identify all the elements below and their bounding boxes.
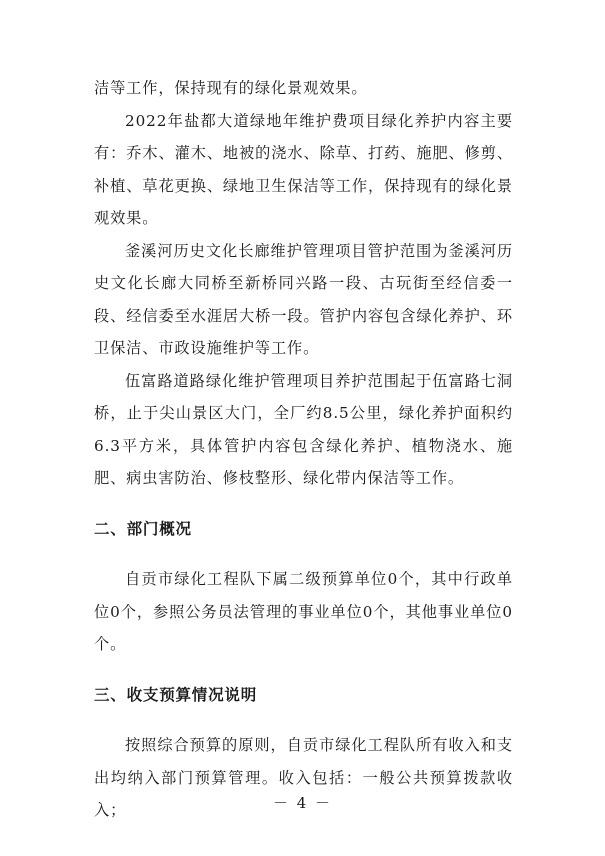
document-body <box>94 72 513 827</box>
page-number: － 4 － <box>272 794 333 812</box>
section-heading-department-overview: 二、部门概况 <box>94 519 192 538</box>
paragraph-yandu-avenue-maintenance: 2022年盐都大道绿地年维护费项目绿化养护内容主要有：乔木、灌木、地被的浇水、除草、打药、施肥、修剪、补植、草花更换、绿地卫生保洁等工作，保持现有的绿化景观效果。 <box>94 111 513 227</box>
paragraph-continuation: 洁等工作，保持现有的绿化景观效果。 <box>94 79 368 97</box>
paragraph-budget-explanation: 按照综合预算的原则，自贡市绿化工程队所有收入和支出均纳入部门预算管理。收入包括：一般公共预算拨款收入； <box>94 736 513 819</box>
paragraph-wufu-road-greening: 伍富路道路绿化维护管理项目养护范围起于伍富路七洞桥，止于尖山景区大门，全厂约8.5公里，绿化养护面积约6.3平方米，具体管护内容包含绿化养护、植物浇水、施肥、病虫害防治、修枝整形、绿化带内保洁等工作。 <box>94 371 513 487</box>
paragraph-fuxi-river-corridor: 釜溪河历史文化长廊维护管理项目管护范围为釜溪河历史文化长廊大同桥至新桥同兴路一段、古玩街至经信委一段、经信委至水涯居大桥一段。管护内容包含绿化养护、环卫保洁、市政设施维护等工作。 <box>94 241 513 357</box>
section-heading-budget-explanation: 三、收支预算情况说明 <box>94 685 258 704</box>
paragraph-department-overview: 自贡市绿化工程队下属二级预算单位0个，其中行政单位0个，参照公务员法管理的事业单位0个，其他事业单位0个。 <box>94 570 513 653</box>
